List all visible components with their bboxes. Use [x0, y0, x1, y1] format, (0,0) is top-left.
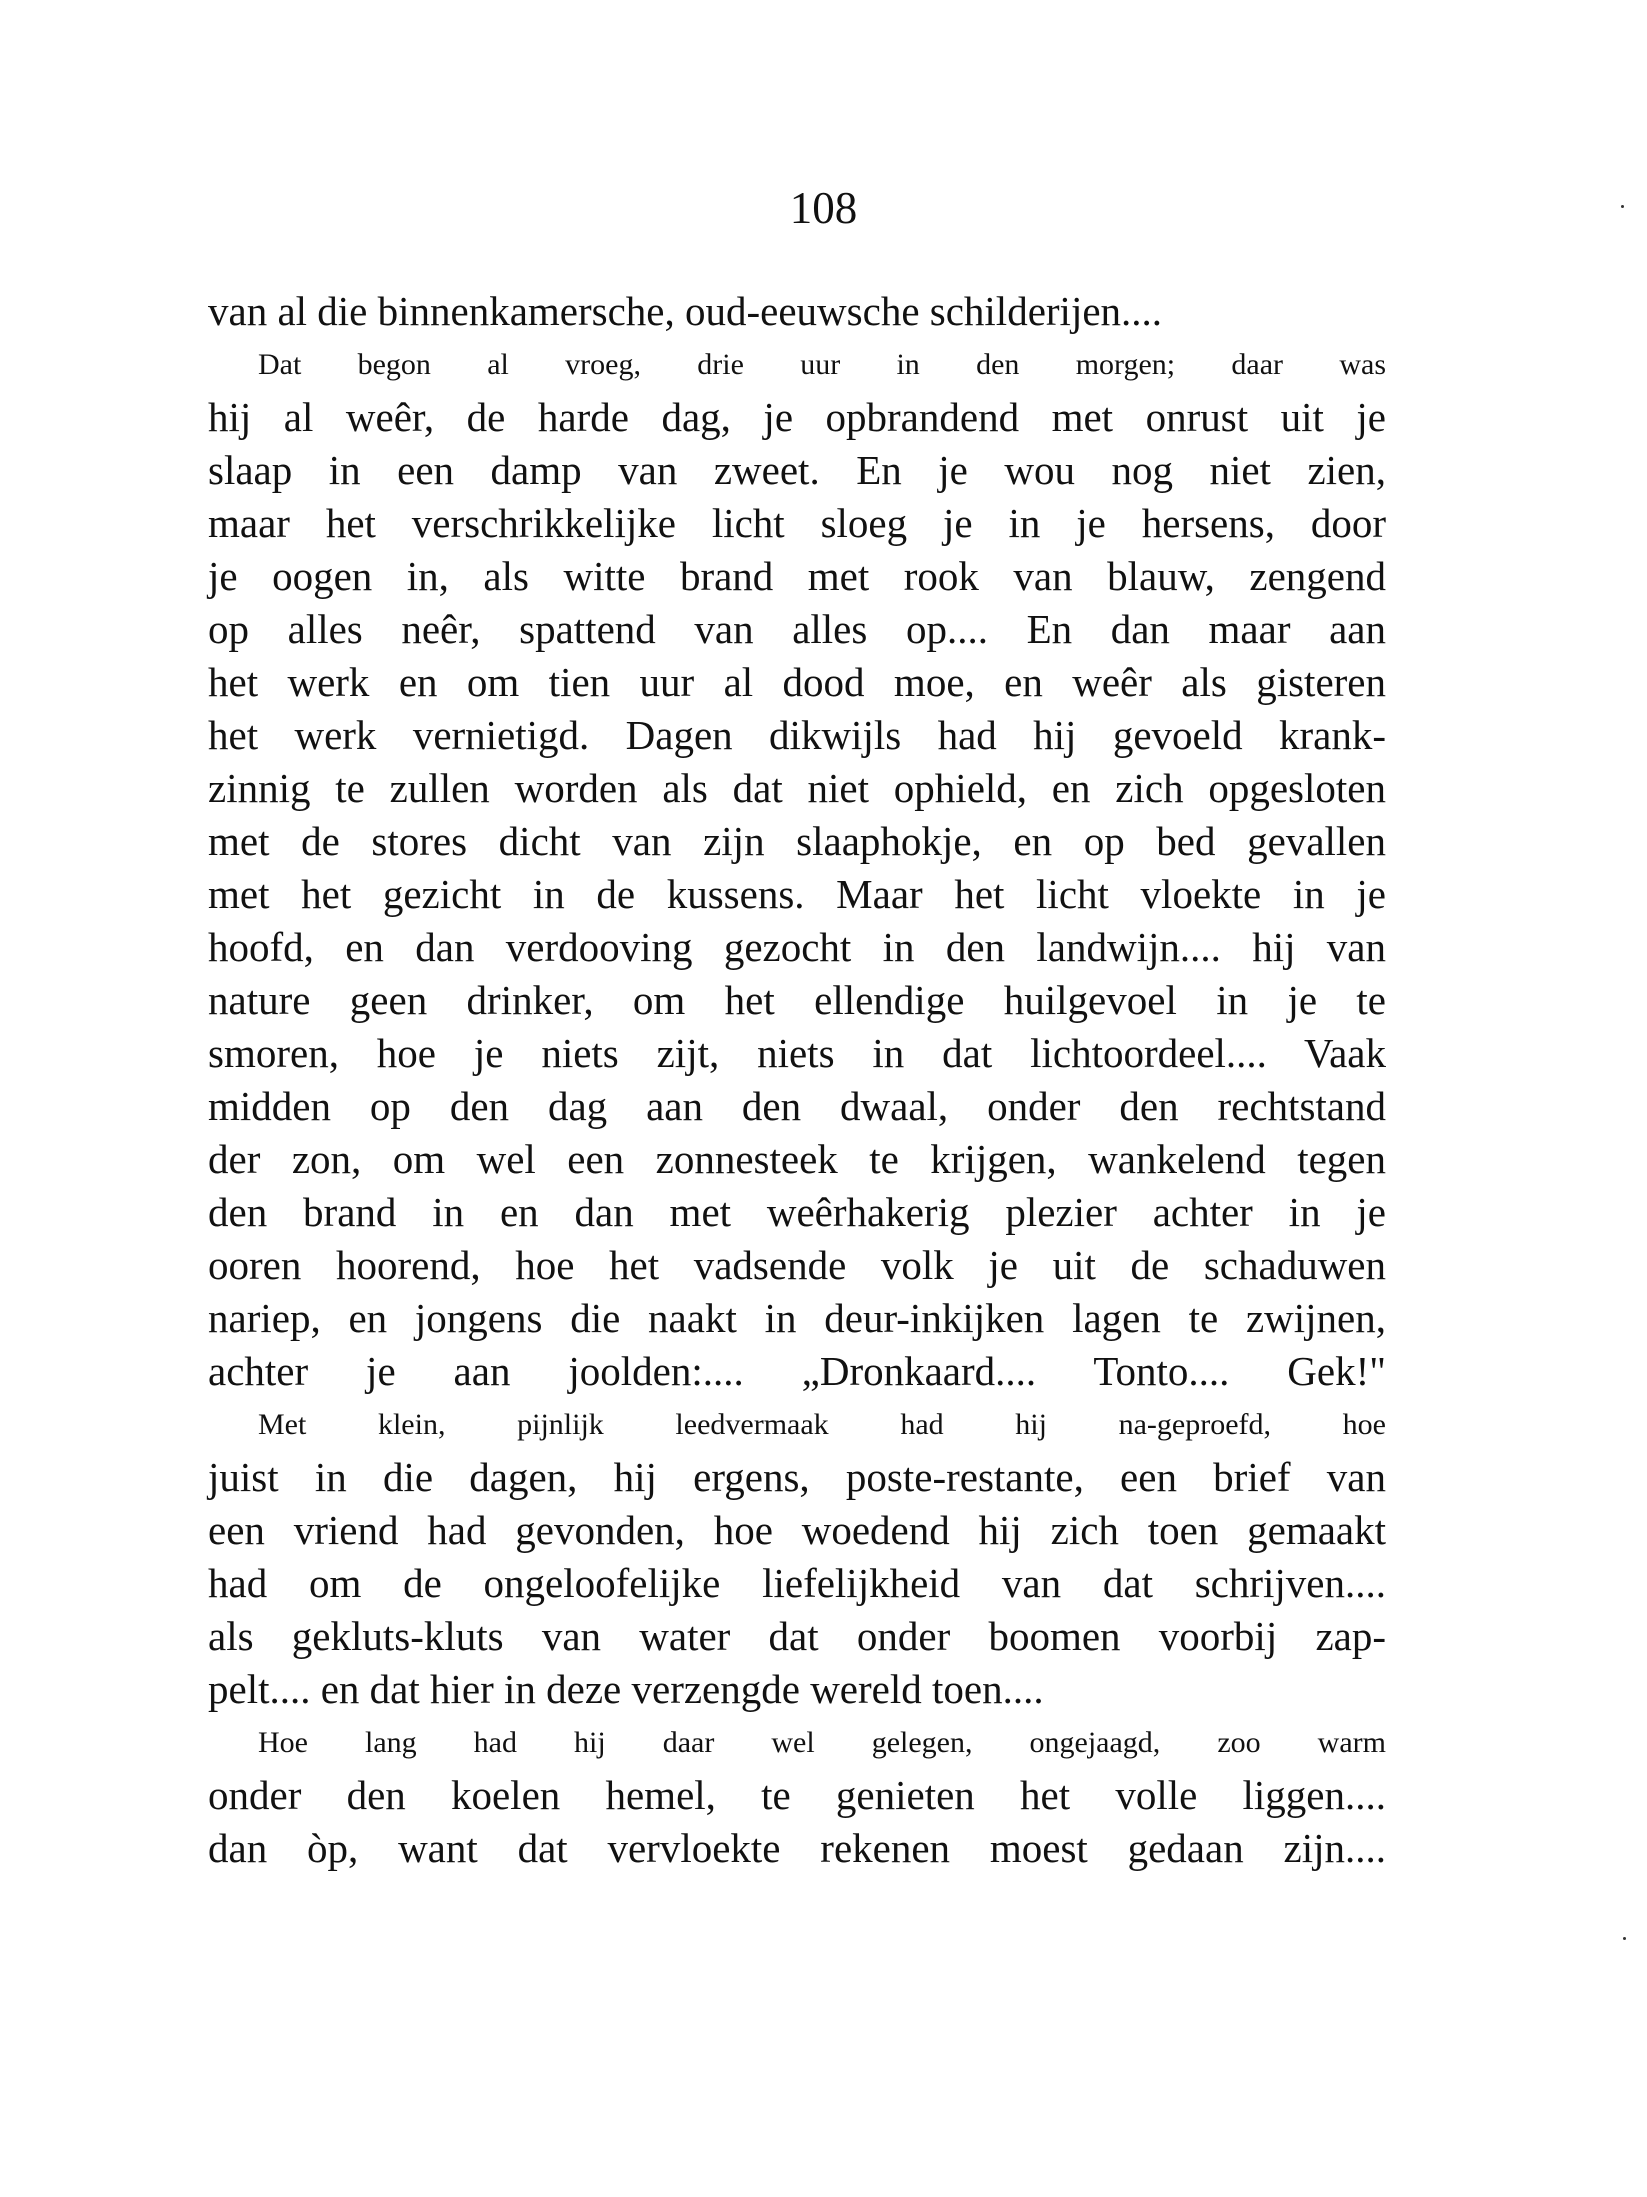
text-line: smoren, hoe je niets zijt, niets in dat lichtoordeel.... Vaak	[208, 1030, 1386, 1076]
text-line: dan òp, want dat vervloekte rekenen moest gedaan zijn....	[208, 1825, 1386, 1871]
text-line: had om de ongeloofelijke liefelijkheid van dat schrijven....	[208, 1560, 1386, 1606]
text-line: slaap in een damp van zweet. En je wou nog niet zien,	[208, 447, 1386, 493]
text-line: met de stores dicht van zijn slaaphokje, en op bed gevallen	[208, 818, 1386, 864]
text-line: achter je aan joolden:.... „Dronkaard.... Tonto.... Gek!"	[208, 1348, 1386, 1394]
body-text	[208, 285, 1386, 1875]
text-line: nature geen drinker, om het ellendige huilgevoel in je te	[208, 977, 1386, 1023]
text-line: het werk vernietigd. Dagen dikwijls had hij gevoeld krank-	[208, 712, 1386, 758]
text-line: pelt.... en dat hier in deze verzengde wereld toen....	[208, 1666, 1044, 1712]
text-line: zinnig te zullen worden als dat niet ophield, en zich opgesloten	[208, 765, 1386, 811]
text-line: een vriend had gevonden, hoe woedend hij zich toen gemaakt	[208, 1507, 1386, 1553]
text-line: met het gezicht in de kussens. Maar het licht vloekte in je	[208, 871, 1386, 917]
text-line: Hoe lang had hij daar wel gelegen, ongejaagd, zoo warm	[258, 1726, 1386, 1759]
text-line: maar het verschrikkelijke licht sloeg je in je hersens, door	[208, 500, 1386, 546]
text-line: Met klein, pijnlijk leedvermaak had hij na-geproefd, hoe	[258, 1408, 1386, 1441]
text-line: nariep, en jongens die naakt in deur-inkijken lagen te zwijnen,	[208, 1295, 1386, 1341]
text-line: hij al weêr, de harde dag, je opbrandend met onrust uit je	[208, 394, 1386, 440]
text-line: ooren hoorend, hoe het vadsende volk je uit de schaduwen	[208, 1242, 1386, 1288]
scan-speck	[1623, 1937, 1626, 1940]
text-line: Dat begon al vroeg, drie uur in den morgen; daar was	[258, 348, 1386, 381]
page-number: 108	[789, 183, 858, 233]
text-line: den brand in en dan met weêrhakerig plezier achter in je	[208, 1189, 1386, 1235]
text-line: hoofd, en dan verdooving gezocht in den landwijn.... hij van	[208, 924, 1386, 970]
text-line: onder den koelen hemel, te genieten het volle liggen....	[208, 1772, 1386, 1818]
text-line: als gekluts-kluts van water dat onder boomen voorbij zap-	[208, 1613, 1386, 1659]
text-line: op alles neêr, spattend van alles op.... En dan maar aan	[208, 606, 1386, 652]
text-line: je oogen in, als witte brand met rook van blauw, zengend	[208, 553, 1386, 599]
text-line: van al die binnenkamersche, oud-eeuwsche schilderijen....	[208, 288, 1163, 334]
text-line: midden op den dag aan den dwaal, onder den rechtstand	[208, 1083, 1386, 1129]
text-line: het werk en om tien uur al dood moe, en weêr als gisteren	[208, 659, 1386, 705]
text-line: juist in die dagen, hij ergens, poste-restante, een brief van	[208, 1454, 1386, 1500]
scan-speck	[1621, 205, 1624, 208]
text-line: der zon, om wel een zonnesteek te krijgen, wankelend tegen	[208, 1136, 1386, 1182]
